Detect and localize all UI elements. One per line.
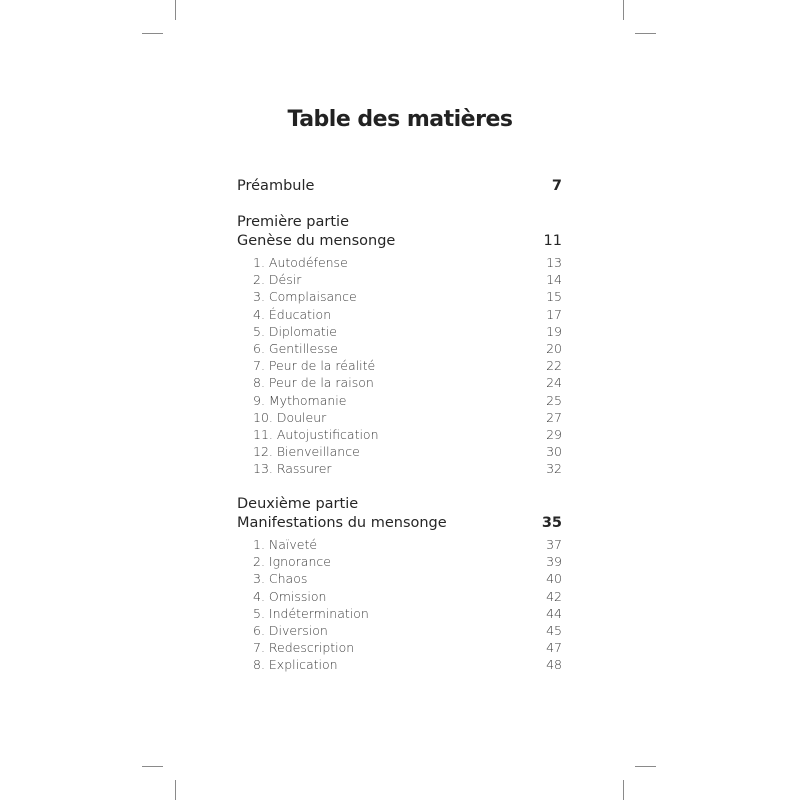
toc-entry-chapter[interactable] [253, 623, 562, 638]
entry-page: 14 [546, 272, 562, 288]
entry-page: 25 [546, 392, 562, 408]
entry-page: 39 [546, 554, 562, 570]
crop-mark [623, 0, 624, 20]
entry-label: 5. Indétermination [253, 605, 369, 621]
entry-page: 17 [546, 306, 562, 322]
entry-label: 8. Explication [253, 657, 338, 673]
entry-label: 7. Redescription [253, 640, 355, 656]
toc-entry-chapter[interactable] [253, 537, 562, 552]
toc-entry-chapter[interactable] [253, 341, 562, 356]
entry-page: 29 [546, 427, 562, 442]
entry-page: 40 [546, 571, 562, 587]
crop-mark [635, 766, 656, 767]
page-title: Table des matières [287, 107, 513, 132]
entry-label: Manifestations du mensonge [237, 515, 447, 531]
entry-label: 10. Douleur [253, 409, 327, 425]
entry-page: 47 [546, 640, 562, 656]
entry-page: 35 [541, 515, 562, 531]
entry-page: 42 [546, 588, 562, 604]
entry-page: 27 [546, 409, 562, 425]
toc-entry-chapter[interactable] [253, 255, 562, 270]
entry-label: 4. Omission [253, 588, 327, 604]
entry-label: 7. Peur de la réalité [253, 358, 376, 374]
part-label: Deuxième partie [237, 496, 359, 512]
toc-entry-chapter[interactable] [253, 461, 562, 476]
entry-label: 9. Mythomanie [253, 392, 347, 408]
entry-page: 44 [546, 605, 562, 621]
entry-label: 8. Peur de la raison [253, 375, 374, 391]
toc-entry-chapter[interactable] [253, 358, 562, 373]
toc-entry-chapter[interactable] [253, 324, 562, 339]
entry-label: 6. Diversion [253, 623, 328, 638]
entry-page: 19 [546, 323, 562, 339]
entry-label: 3. Chaos [253, 571, 308, 587]
entry-page: 20 [546, 341, 562, 356]
crop-mark [635, 33, 656, 34]
entry-label: 1. Naïveté [253, 537, 318, 552]
entry-page: 22 [546, 358, 562, 374]
crop-mark [623, 780, 624, 800]
toc-entry-chapter[interactable] [253, 606, 562, 621]
entry-label: 5. Diplomatie [253, 323, 337, 339]
entry-page: 13 [546, 255, 562, 270]
toc-entry-chapter[interactable] [253, 657, 562, 672]
entry-page: 45 [546, 623, 562, 638]
crop-mark [175, 0, 176, 20]
toc-entry-chapter[interactable] [253, 289, 562, 304]
toc-entry-chapter[interactable] [253, 427, 562, 442]
crop-mark [142, 766, 163, 767]
toc-entry-chapter[interactable] [253, 444, 562, 459]
entry-label: 3. Complaisance [253, 289, 357, 305]
entry-label: 2. Désir [253, 272, 302, 288]
entry-label: 13. Rassurer [253, 461, 332, 477]
toc-entry-part-title[interactable] [237, 233, 562, 249]
entry-label: 12. Bienveillance [253, 444, 360, 460]
entry-label: 2. Ignorance [253, 554, 331, 570]
toc-entry-preamble[interactable] [237, 178, 562, 194]
entry-page: 37 [546, 537, 562, 552]
crop-mark [142, 33, 163, 34]
entry-page: 7 [551, 178, 562, 194]
entry-label: 4. Éducation [253, 306, 332, 322]
entry-page: 24 [546, 375, 562, 391]
toc-entry-chapter[interactable] [253, 410, 562, 425]
entry-label: 11. Autojustification [253, 427, 379, 442]
toc-entry-chapter[interactable] [253, 554, 562, 569]
entry-page: 48 [546, 657, 562, 673]
toc-entry-chapter[interactable] [253, 571, 562, 586]
entry-page: 11 [543, 233, 562, 249]
toc-entry-chapter[interactable] [253, 272, 562, 287]
toc-entry-part-title[interactable] [237, 515, 562, 531]
entry-label: 1. Autodéfense [253, 255, 348, 270]
crop-mark [175, 780, 176, 800]
toc-entry-chapter[interactable] [253, 393, 562, 408]
entry-page: 15 [546, 289, 562, 305]
toc-entry-chapter[interactable] [253, 375, 562, 390]
entry-label: Préambule [237, 178, 315, 194]
part-label: Première partie [237, 214, 349, 230]
entry-label: 6. Gentillesse [253, 341, 338, 356]
toc-entry-chapter[interactable] [253, 589, 562, 604]
toc-entry-chapter[interactable] [253, 640, 562, 655]
entry-label: Genèse du mensonge [237, 233, 396, 249]
entry-page: 32 [546, 461, 562, 477]
entry-page: 30 [546, 444, 562, 460]
toc-entry-chapter[interactable] [253, 307, 562, 322]
